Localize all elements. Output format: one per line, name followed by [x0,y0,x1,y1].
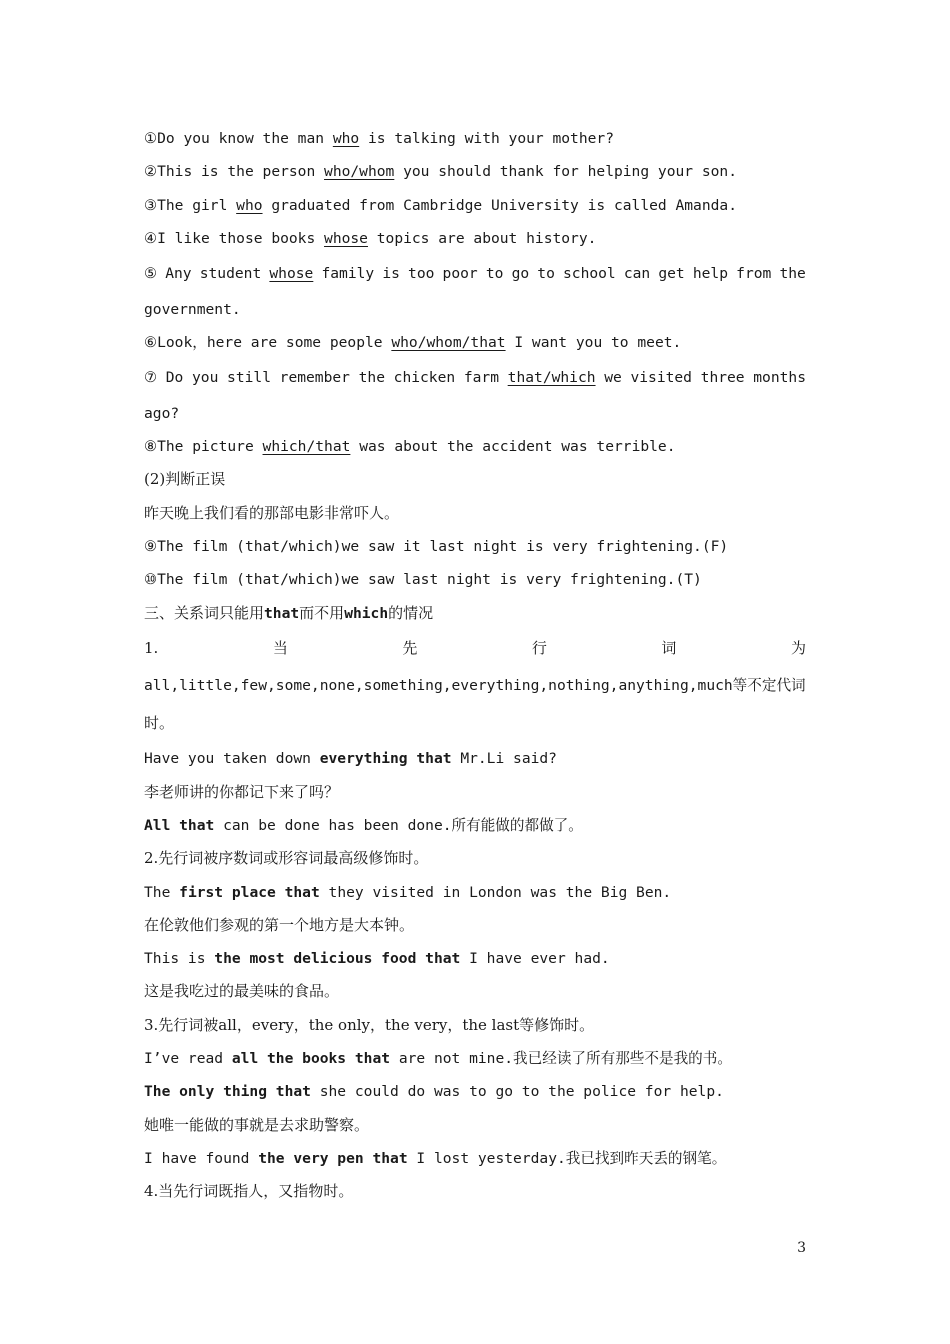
judge-chinese: 昨天晚上我们看的那部电影非常吓人。 [144,503,400,522]
rule-1-example-2: All that can be done has been done.所有能做的都做了。 [144,816,583,834]
example-1: ①Do you know the man who is talking with your mother? [144,130,614,147]
example-2: ②This is the person who/whom you should thank for helping your son. [144,163,737,181]
rule-1-title: 1. 当 先 行 词 为 [144,638,806,657]
example-4: ④I like those books whose topics are about history. [144,229,597,247]
example-6: ⑥Look，here are some people who/whom/that I want you to meet. [144,333,682,351]
example-7: ⑦ Do you still remember the chicken farm that/which we visited three months [144,369,806,387]
judge-item-10: ⑩The film (that/which)we saw last night is very frightening.(T) [144,571,702,589]
example-5-continuation: government. [144,300,241,318]
rule-2-example-2-cn: 这是我吃过的最美味的食品。 [144,982,340,1001]
rule-2-example-1: The first place that they visited in London was the Big Ben. [144,883,672,901]
rule-1-example-1: Have you taken down everything that Mr.Li said? [144,750,557,768]
rule-3-example-2: The only thing that she could do was to go to the police for help. [144,1083,724,1101]
rule-2-example-1-cn: 在伦敦他们参观的第一个地方是大本钟。 [144,915,415,934]
example-5: ⑤ Any student whose family is too poor to go to school can get help from the [144,265,806,283]
judge-item-9: ⑨The film (that/which)we saw it last night is very frightening.(F) [144,537,729,555]
rule-1-pronouns: all,little,few,some,none,something,everything,nothing,anything,much等不定代词 [144,677,806,695]
rule-1-end: 时。 [144,713,175,732]
page-number: 3 [797,1240,806,1256]
rule-4-title: 4.当先行词既指人，又指物时。 [144,1182,354,1201]
example-3: ③The girl who graduated from Cambridge University is called Amanda. [144,196,737,214]
rule-2-title: 2.先行词被序数词或形容词最高级修饰时。 [144,849,429,868]
document-body [144,122,806,1209]
rule-3-example-3: I have found the very pen that I lost yesterday.我已找到昨天丢的钢笔。 [144,1149,727,1167]
rule-1-example-1-cn: 李老师讲的你都记下来了吗？ [144,782,340,801]
rule-3-title: 3.先行词被all，every，the only，the very，the last等修饰时。 [144,1015,595,1034]
rule-3-example-2-cn: 她唯一能做的事就是去求助警察。 [144,1115,370,1134]
judge-heading: (2)判断正误 [144,470,226,489]
example-8: ⑧The picture which/that was about the accident was terrible. [144,438,676,456]
rule-2-example-2: This is the most delicious food that I have ever had. [144,950,610,968]
example-7-continuation: ago? [144,404,180,422]
rule-3-example-1: I’ve read all the books that are not mine.我已经读了所有那些不是我的书。 [144,1050,732,1068]
section-3-heading: 三、关系词只能用that而不用which的情况 [144,603,434,622]
